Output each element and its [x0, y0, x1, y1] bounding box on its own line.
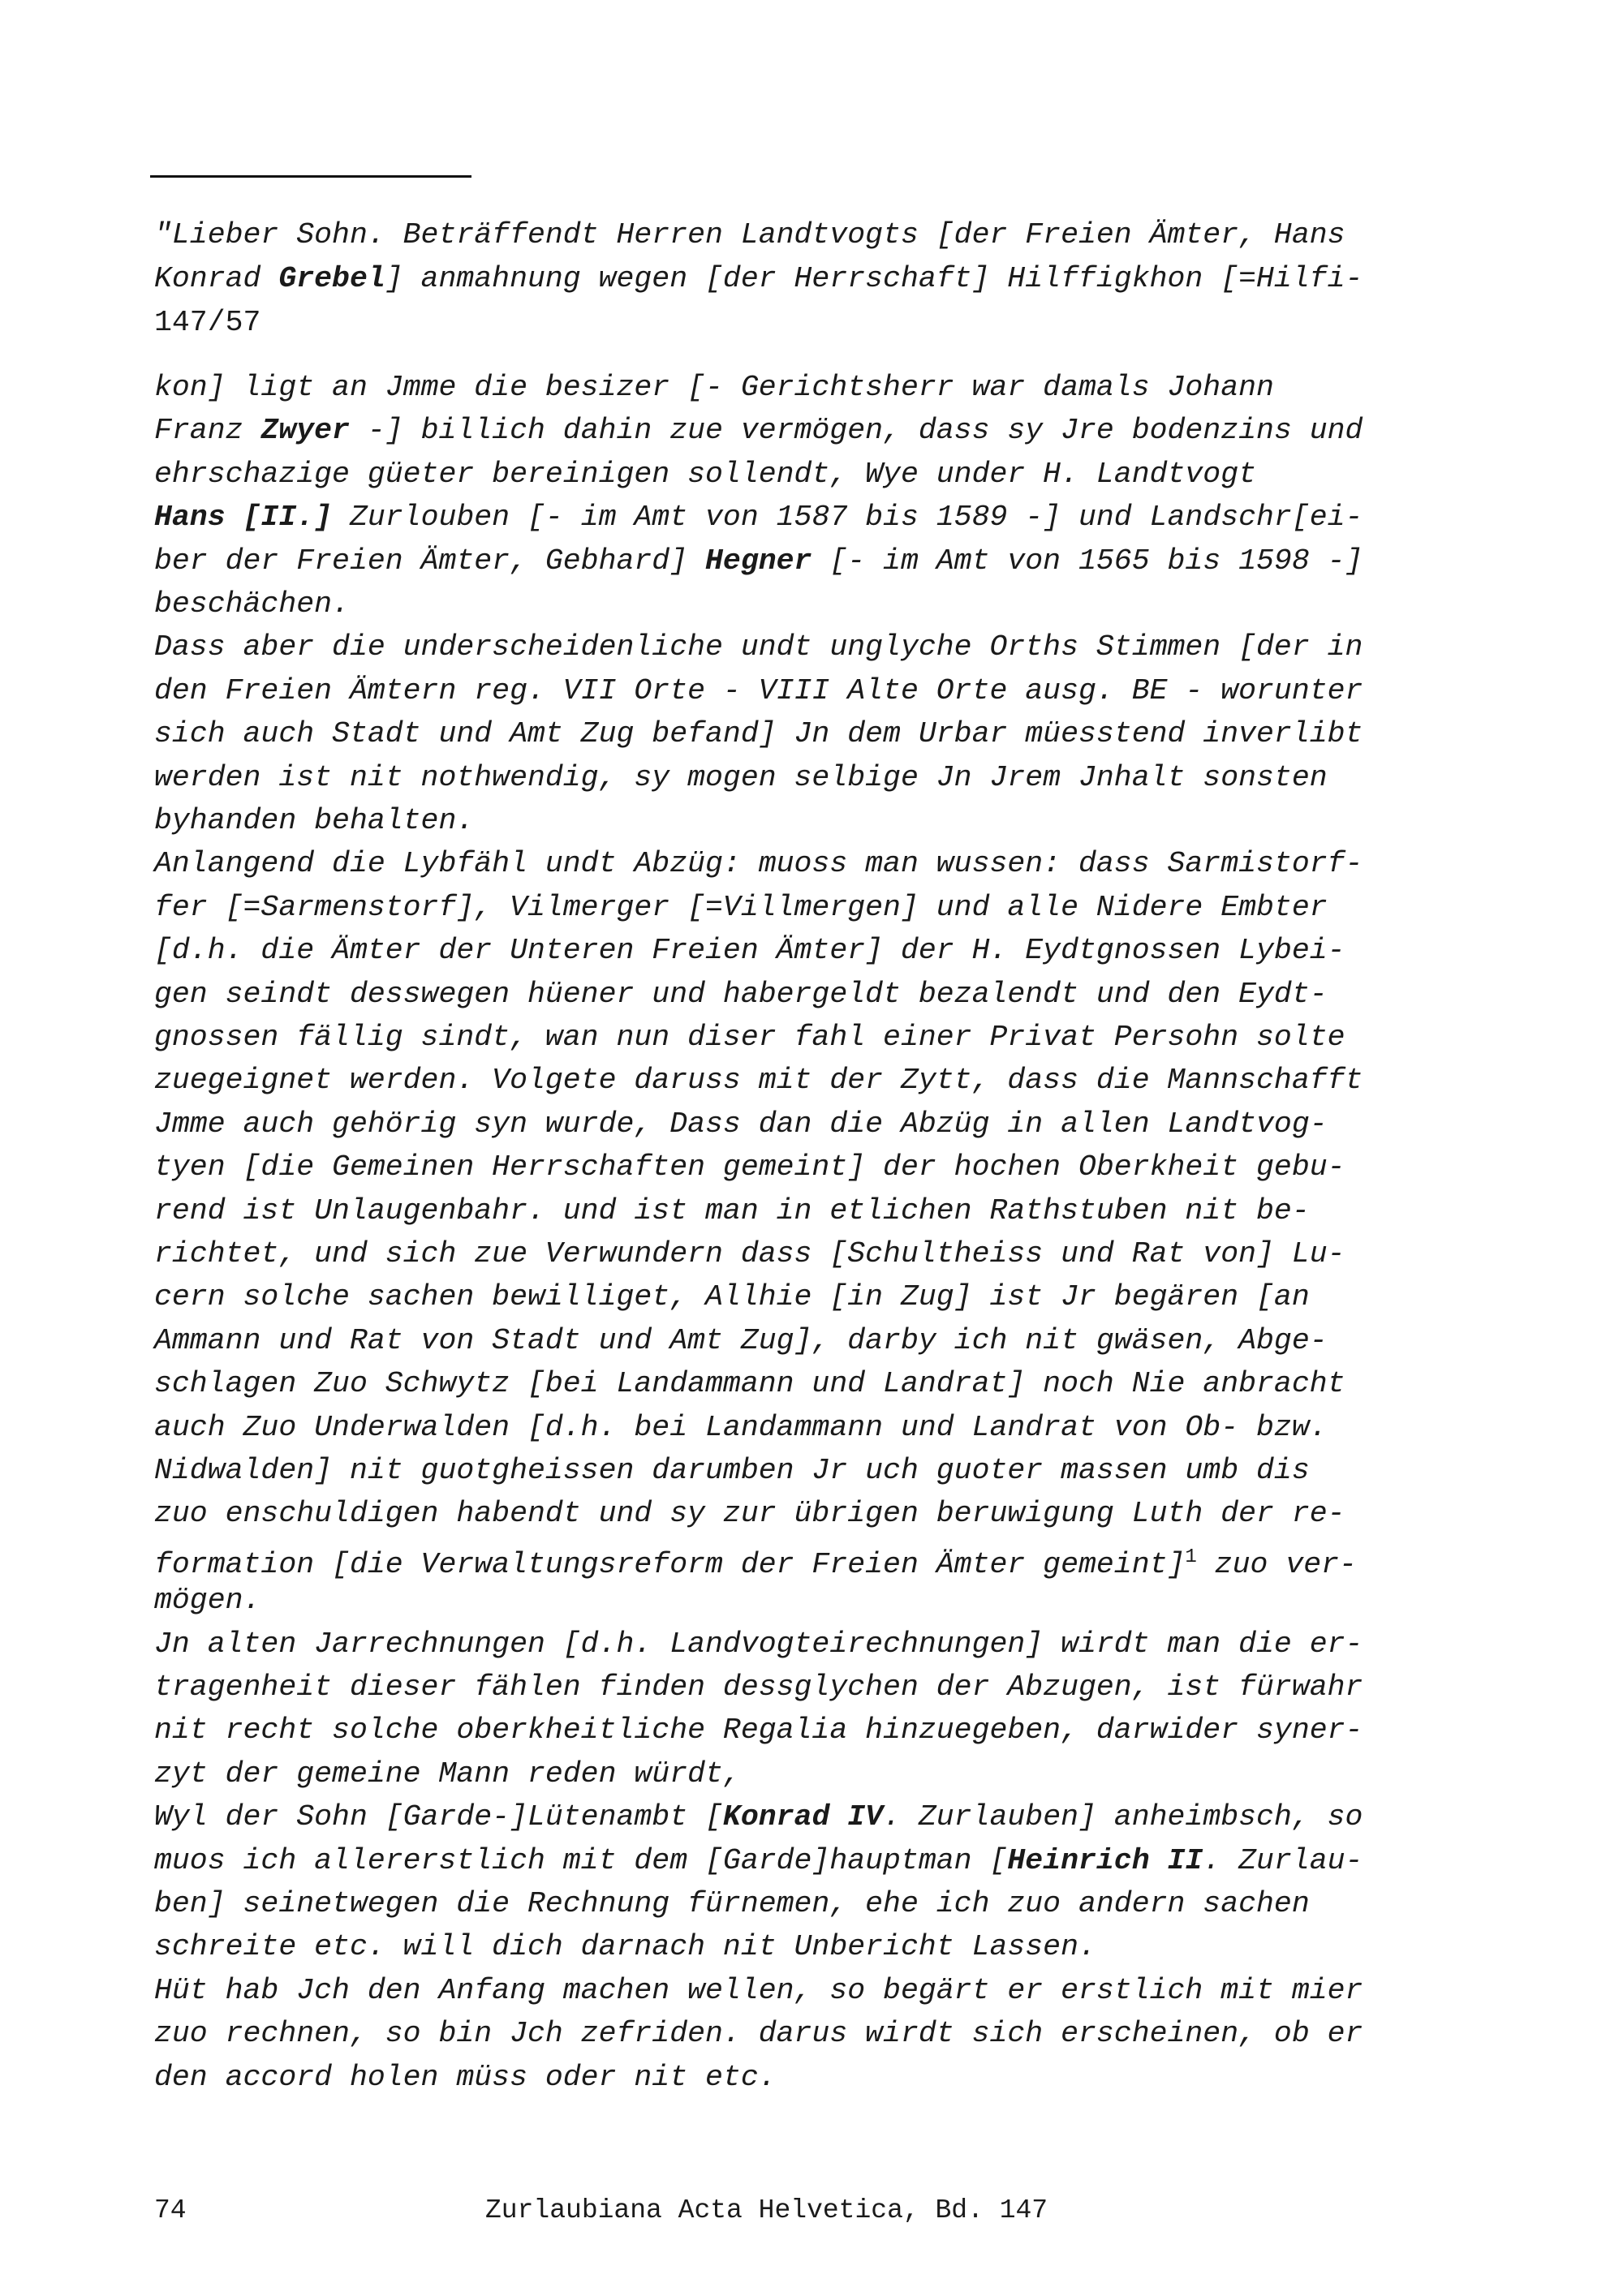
text-segment: formation [die Verwaltungsreform der Freien Ämter gemeint]	[154, 1547, 1186, 1581]
text-segment: kon] ligt an Jmme die besizer [- Gerichtsherr war damals Johann	[154, 371, 1274, 404]
text-segment: gnossen fällig sindt, wan nun diser fahl einer Privat Persohn solte	[154, 1021, 1345, 1054]
text-segment: zuo ver-	[1196, 1547, 1357, 1581]
text-segment: beschächen.	[154, 587, 350, 621]
text-line	[154, 2018, 1363, 2050]
text-line	[154, 631, 1363, 664]
text-line	[154, 1021, 1345, 1054]
text-line	[154, 1541, 1357, 1581]
text-segment: cern solche sachen bewilliget, Allhie [in Zug] ist Jr begären [an	[154, 1280, 1310, 1314]
text-segment: den Freien Ämtern reg. VII Orte - VIII Alte Orte ausg. BE - worunter	[154, 673, 1363, 707]
text-segment: zuegeignet werden. Volgete daruss mit der Zytt, dass die Mannschafft	[154, 1064, 1363, 1098]
text-line	[154, 892, 1328, 924]
text-line	[154, 545, 1363, 578]
text-line	[154, 1368, 1345, 1400]
text-segment: richtet, und sich zue Verwundern dass [Schultheiss und Rat von] Lu-	[154, 1237, 1345, 1271]
text-line	[154, 1584, 260, 1617]
text-line	[154, 1628, 1363, 1661]
text-line	[154, 1931, 1096, 1963]
text-segment: Ammann und Rat von Stadt und Amt Zug], darby ich nit gwäsen, Abge-	[154, 1323, 1328, 1357]
text-segment: . Zurlau-	[1203, 1843, 1363, 1877]
text-line	[154, 307, 260, 339]
text-segment: 147/57	[154, 306, 261, 339]
text-segment: -] billich dahin zue vermögen, dass sy Jre bodenzins und	[349, 414, 1363, 448]
text-segment: nit recht solche oberkheitliche Regalia hinzuegeben, darwider syner-	[154, 1713, 1363, 1748]
text-segment: gen seindt desswegen hüener und habergeldt bezalendt und den Eydt-	[154, 977, 1328, 1011]
text-line	[154, 263, 1363, 295]
text-line	[154, 1108, 1328, 1141]
text-line	[154, 1888, 1310, 1920]
text-line	[154, 1845, 1363, 1877]
text-line	[154, 762, 1328, 794]
footer-series-title: Zurlaubiana Acta Helvetica, Bd. 147	[485, 2195, 1048, 2225]
bold-name: Zwyer	[260, 414, 350, 448]
text-segment: auch Zuo Underwalden [d.h. bei Landammann und Landrat von Ob- bzw.	[154, 1410, 1328, 1444]
text-segment: [d.h. die Ämter der Unteren Freien Ämter] der H. Eydtgnossen Lybei-	[154, 934, 1345, 968]
text-line	[154, 415, 1363, 447]
text-line	[154, 978, 1328, 1011]
page-number: 74	[154, 2195, 187, 2225]
text-segment: muos ich allererstlich mit dem [Garde]hauptman [	[154, 1843, 1008, 1877]
text-line	[154, 1498, 1345, 1530]
bold-name: Heinrich II	[1007, 1843, 1203, 1877]
text-segment: rend ist Unlaugenbahr. und ist man in etlichen Rathstuben nit be-	[154, 1193, 1310, 1228]
text-segment: Franz	[154, 414, 261, 448]
text-line	[154, 1151, 1345, 1184]
text-segment: sich auch Stadt und Amt Zug befand] Jn dem Urbar müesstend inverlibt	[154, 717, 1363, 751]
text-line	[154, 1801, 1363, 1834]
text-line	[154, 1758, 741, 1791]
text-segment: schlagen Zuo Schwytz [bei Landammann und Landrat] noch Nie anbracht	[154, 1367, 1345, 1401]
text-segment: byhanden behalten.	[154, 804, 475, 837]
text-line	[154, 219, 1345, 252]
text-segment: schreite etc. will dich darnach nit Unbericht Lassen.	[154, 1930, 1096, 1964]
text-line	[154, 588, 350, 621]
text-segment: fer [=Sarmenstorf], Vilmerger [=Villmergen] und alle Nidere Embter	[154, 890, 1328, 924]
text-line	[154, 1195, 1310, 1228]
text-line	[154, 1325, 1328, 1357]
text-segment: . Zurlauben] anheimbsch, so	[883, 1800, 1363, 1834]
text-segment: ] anmahnung wegen [der Herrschaft] Hilffigkhon [=Hilfi-	[385, 262, 1363, 295]
text-segment: Wyl der Sohn [Garde-]Lütenambt [	[154, 1800, 723, 1834]
text-line	[154, 1455, 1310, 1487]
footnote-separator-rule	[150, 175, 471, 178]
text-line	[154, 1714, 1363, 1747]
text-segment: zuo rechnen, so bin Jch zefriden. darus wirdt sich erscheinen, ob er	[154, 2017, 1363, 2051]
text-line	[154, 2062, 777, 2094]
text-line	[154, 1064, 1363, 1097]
text-line	[154, 848, 1363, 880]
text-segment: Nidwalden] nit guotgheissen darumben Jr uch guoter massen umb dis	[154, 1454, 1310, 1487]
text-line	[154, 1281, 1310, 1314]
text-line	[154, 1238, 1345, 1271]
text-segment: ehrschazige güeter bereinigen sollendt, Wye under H. Landtvogt	[154, 457, 1257, 491]
text-line	[154, 372, 1274, 404]
text-segment: Zurlouben [- im Amt von 1587 bis 1589 -] und Landschr[ei-	[332, 501, 1363, 535]
text-segment: zyt der gemeine Mann reden würdt,	[154, 1756, 741, 1791]
bold-name: Hegner	[705, 544, 812, 578]
text-line	[154, 501, 1363, 534]
text-segment: ber der Freien Ämter, Gebhard]	[154, 544, 706, 578]
text-segment: Dass aber die underscheidenliche undt unglyche Orths Stimmen [der in	[154, 630, 1363, 664]
text-segment: Anlangend die Lybfähl undt Abzüg: muoss man wussen: dass Sarmistorf-	[154, 847, 1363, 881]
text-line	[154, 935, 1345, 967]
text-segment: tragenheit dieser fählen finden dessglychen der Abzugen, ist fürwahr	[154, 1670, 1363, 1704]
text-line	[154, 805, 474, 837]
footnote-marker: 1	[1185, 1546, 1197, 1568]
bold-name: Grebel	[278, 262, 385, 295]
text-line	[154, 1671, 1363, 1704]
bold-name: Hans [II.]	[154, 501, 333, 535]
text-segment: Konrad	[154, 262, 279, 295]
text-line	[154, 1975, 1363, 2007]
text-segment: "Lieber Sohn. Beträffendt Herren Landtvogts [der Freien Ämter, Hans	[154, 218, 1345, 252]
text-segment: mögen.	[154, 1584, 261, 1618]
text-segment: ben] seinetwegen die Rechnung fürnemen, ehe ich zuo andern sachen	[154, 1887, 1310, 1920]
text-segment: zuo enschuldigen habendt und sy zur übrigen beruwigung Luth der re-	[154, 1497, 1345, 1531]
text-line	[154, 675, 1363, 707]
text-segment: Hüt hab Jch den Anfang machen wellen, so begärt er erstlich mit mier	[154, 1973, 1363, 2007]
bold-name: Konrad IV	[722, 1800, 884, 1834]
text-segment: Jmme auch gehörig syn wurde, Dass dan die Abzüg in allen Landtvog-	[154, 1107, 1328, 1141]
text-segment: Jn alten Jarrechnungen [d.h. Landvogteirechnungen] wirdt man die er-	[154, 1627, 1363, 1661]
text-segment: den accord holen müss oder nit etc.	[154, 2060, 777, 2094]
text-segment: [- im Amt von 1565 bis 1598 -]	[812, 544, 1363, 578]
text-segment: werden ist nit nothwendig, sy mogen selbige Jn Jrem Jnhalt sonsten	[154, 760, 1328, 794]
text-line	[154, 718, 1363, 750]
text-segment: tyen [die Gemeinen Herrschaften gemeint] der hochen Oberkheit gebu-	[154, 1150, 1345, 1185]
text-line	[154, 1412, 1328, 1444]
text-line	[154, 458, 1256, 491]
